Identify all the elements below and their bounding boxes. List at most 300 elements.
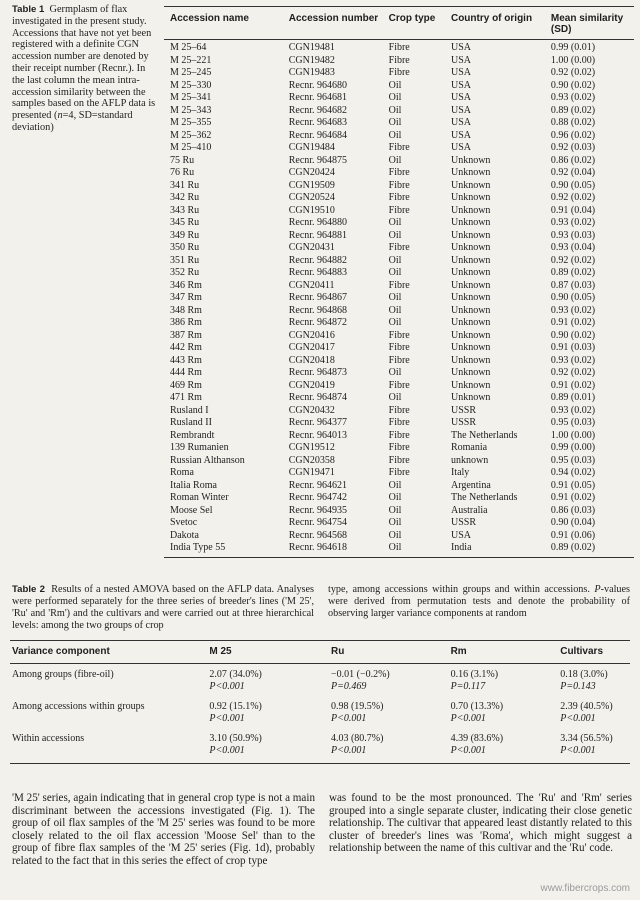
table1-cell: M 25–362 [170, 129, 212, 141]
table2-header-row [10, 641, 630, 664]
table1-cell: CGN20358 [288, 454, 335, 466]
table1-cell: Fibre [388, 279, 410, 291]
table2-p-value: P<0.001 [330, 744, 367, 756]
table1-cell: USSR [450, 417, 476, 428]
table1-cell: Oil [388, 367, 402, 378]
table1-row [164, 417, 634, 430]
table1-cell: Oil [388, 504, 402, 516]
table1-cell: Recnr. 964682 [288, 104, 348, 116]
table1-cell: M 25–64 [170, 42, 207, 53]
table1-cell: Unknown [450, 292, 491, 303]
table1-cell: USA [450, 42, 471, 53]
table1-cell: 0.93 (0.02) [550, 354, 596, 366]
table1-cell: 0.86 (0.02) [550, 154, 596, 166]
table1-cell: 0.90 (0.05) [550, 179, 596, 191]
table2-value-cell [451, 733, 561, 756]
table1-row [164, 92, 634, 105]
table1-cell: CGN19484 [288, 142, 335, 153]
table1-row [164, 142, 634, 155]
table1-cell: Fibre [388, 354, 410, 366]
table1-cell: CGN19510 [288, 204, 335, 216]
table1-cell: USA [450, 117, 471, 128]
table1-row [164, 292, 634, 305]
table1-row [164, 542, 634, 555]
table1-cell: Fibre [388, 242, 410, 253]
table1-cell: CGN19471 [288, 467, 335, 478]
table1-cell: 76 Ru [170, 167, 195, 178]
table1-row [164, 342, 634, 355]
table1-cell: 352 Ru [170, 267, 200, 278]
table1-cell: Oil [388, 79, 402, 91]
table1-header-cell: Mean similarity (SD) [550, 13, 624, 35]
table1-row [164, 392, 634, 405]
table2-header-cell: Ru [330, 646, 345, 657]
table1-row [164, 42, 634, 55]
table1-cell: 350 Ru [170, 242, 200, 253]
table1-cell: Fibre [388, 342, 410, 353]
table1-cell: CGN19483 [288, 67, 335, 78]
table1-cell: CGN20417 [288, 342, 335, 353]
table1-cell: CGN19509 [288, 179, 335, 191]
table1-cell: 0.93 (0.02) [550, 217, 596, 228]
table1-cell: India Type 55 [170, 542, 226, 553]
table1-row [164, 130, 634, 143]
table2-variance-value: 0.98 (19.5%) [330, 701, 384, 712]
table1-cell: 342 Ru [170, 192, 200, 203]
table1-row [164, 442, 634, 455]
table1-cell: Oil [388, 267, 402, 278]
article-body [12, 792, 632, 868]
table1-cell: Oil [388, 117, 402, 128]
table1-cell: Fibre [388, 454, 410, 466]
table2-label: Table 2 [12, 584, 45, 595]
table1-cell: 0.93 (0.03) [550, 229, 596, 241]
table1-cell: 0.91 (0.02) [550, 492, 596, 503]
table1-cell: Oil [388, 542, 402, 553]
table1-cell: Fibre [388, 167, 410, 178]
table1-cell: Fibre [388, 467, 410, 478]
table2-p-value: P<0.001 [560, 712, 596, 724]
table1-cell: Oil [388, 517, 402, 528]
table1-row [164, 80, 634, 93]
table1-cell: Roman Winter [170, 492, 229, 503]
table1-cell: 348 Rm [170, 304, 202, 316]
table1-row [164, 492, 634, 505]
table1-label: Table 1 [12, 4, 45, 15]
table2-variance-value: 3.34 (56.5%) [560, 733, 613, 744]
table1-header-cell: Accession number [288, 13, 379, 24]
table1-cell: Oil [388, 479, 402, 491]
table1-cell: 386 Rm [170, 317, 202, 328]
table1-cell: Recnr. 964874 [288, 392, 348, 403]
table1-cell: Fibre [388, 42, 410, 53]
table1-cell: Oil [388, 492, 402, 503]
table1-cell: Unknown [450, 267, 491, 278]
table1-cell: Romania [450, 442, 488, 453]
table1-cell: Recnr. 964880 [288, 217, 348, 228]
table1-cell: CGN20431 [288, 242, 335, 253]
table1-cell: Oil [388, 529, 402, 541]
table1-cell: Fibre [388, 379, 410, 391]
table1-header-cell: Crop type [388, 13, 436, 24]
table1-cell: Fibre [388, 404, 410, 416]
table1-cell: Fibre [388, 179, 410, 191]
table1-cell: Unknown [450, 254, 491, 266]
table1-cell: 0.93 (0.02) [550, 404, 596, 416]
table1-cell: Unknown [450, 179, 491, 191]
table2-caption-left [12, 584, 314, 632]
table2-variance-value: 2.39 (40.5%) [560, 701, 613, 712]
table2-header-cell: Rm [450, 646, 467, 657]
table2-value-cell [451, 669, 561, 692]
table2-bottom-rule [10, 763, 630, 764]
table2-value-cell [560, 669, 630, 692]
table1-cell: CGN20524 [288, 192, 335, 203]
table1-cell: Unknown [450, 317, 491, 328]
table1-cell: 0.89 (0.02) [550, 267, 596, 278]
table2-p-value: P<0.001 [450, 744, 486, 756]
table1-cell: USA [450, 529, 471, 541]
table1-cell: 0.99 (0.00) [550, 442, 596, 453]
table1-cell: Unknown [450, 242, 491, 253]
table1-cell: 0.91 (0.05) [550, 479, 596, 491]
table1-cell: Oil [388, 317, 402, 328]
table2-caption-text-right-b: -values were derived from permutation tests and denote the probability of observing larger variance components at random [328, 584, 630, 619]
table1-cell: 0.86 (0.03) [550, 504, 596, 516]
table1-cell: Rusland II [170, 417, 212, 428]
table2-component-cell: Among groups (fibre-oil) [12, 669, 114, 680]
table1-cell: 1.00 (0.00) [550, 54, 596, 66]
table1-cell: 139 Rumanien [170, 442, 229, 453]
table1-cell: Recnr. 964882 [288, 254, 348, 266]
table1-cell: Recnr. 964868 [288, 304, 348, 316]
table1-cell: M 25–221 [170, 54, 212, 66]
table2-p-value: P<0.001 [209, 680, 245, 692]
table1-row [164, 355, 634, 368]
table1-cell: CGN19482 [288, 54, 335, 66]
table1-row [164, 267, 634, 280]
table1-cell: Recnr. 964872 [288, 317, 348, 328]
table1-cell: 0.95 (0.03) [550, 417, 596, 428]
table1-cell: Oil [388, 304, 402, 316]
table1-row [164, 467, 634, 480]
table1-cell: 0.87 (0.03) [550, 279, 596, 291]
table1-cell: Recnr. 964742 [288, 492, 348, 503]
table1-cell: Fibre [388, 54, 410, 66]
table1-caption-open: ( [54, 110, 58, 122]
table1-cell: Recnr. 964568 [288, 529, 348, 541]
table1-header-cell: Country of origin [450, 13, 533, 24]
table2-value-cell [209, 701, 331, 724]
table1-cell: 0.93 (0.02) [550, 304, 596, 316]
table1-cell: USA [450, 79, 471, 91]
table1-row [164, 317, 634, 330]
table1-cell: Oil [388, 217, 402, 228]
table1-cell: Unknown [450, 204, 491, 216]
table1-cell: Recnr. 964621 [288, 479, 348, 491]
table1-cell: 0.90 (0.04) [550, 517, 596, 528]
table2-row [10, 664, 630, 696]
table2-variance-value: 2.07 (34.0%) [209, 669, 262, 680]
table2-value-cell [209, 669, 331, 692]
table1-row [164, 330, 634, 343]
table1-cell: Unknown [450, 329, 491, 341]
table1-cell: 0.92 (0.03) [550, 142, 596, 153]
table1-cell: Fibre [388, 417, 410, 428]
table1-row [164, 67, 634, 80]
table1-row [164, 380, 634, 393]
table1-cell: M 25–355 [170, 117, 212, 128]
table1-row [164, 480, 634, 493]
table1-cell: USA [450, 67, 471, 78]
table2-variance-value: 4.03 (80.7%) [330, 733, 384, 744]
table1-cell: India [450, 542, 472, 553]
table2-variance-value: 0.70 (13.3%) [450, 701, 504, 712]
table1-row [164, 455, 634, 468]
table2-caption-text-left: Results of a nested AMOVA based on the AFLP data. Analyses were performed separately for the three series of breeder's lines ('M 25', 'Ru' and 'Rm') and the cultivars and were carried out at three hierarchical levels: among the two groups of crop [12, 584, 314, 631]
table1-cell: 0.91 (0.02) [550, 317, 596, 328]
table1-cell: 0.88 (0.02) [550, 117, 596, 128]
table2-variance-value: 4.39 (83.6%) [450, 733, 504, 744]
table2-row [10, 728, 630, 760]
table1-cell: The Netherlands [450, 429, 518, 441]
table1-cell: 471 Rm [170, 392, 202, 403]
table1-cell: 0.92 (0.02) [550, 254, 596, 266]
table2-body [10, 664, 630, 760]
table2-component-cell: Within accessions [12, 733, 85, 744]
table1-cell: Oil [388, 229, 402, 241]
table1-cell: 387 Rm [170, 329, 202, 341]
table1-cell: Argentina [450, 479, 491, 491]
table1-caption [12, 4, 158, 134]
table1-cell: Unknown [450, 354, 491, 366]
table1-row [164, 242, 634, 255]
table1 [164, 6, 634, 558]
table1-cell: Recnr. 964684 [288, 129, 348, 141]
table1-cell: Russian Althanson [170, 454, 245, 466]
table1-bottom-rule [164, 557, 634, 558]
table1-cell: CGN20411 [288, 279, 335, 291]
table2-value-cell [451, 701, 561, 724]
table1-header-row [164, 7, 634, 40]
table1-row [164, 280, 634, 293]
table2-p-value: P<0.001 [330, 712, 367, 724]
table1-cell: CGN20418 [288, 354, 335, 366]
table1-cell: 351 Ru [170, 254, 200, 266]
table1-cell: 0.99 (0.01) [550, 42, 596, 53]
table1-cell: Recnr. 964377 [288, 417, 348, 428]
table1-row [164, 405, 634, 418]
table2-p-value: P<0.001 [209, 712, 245, 724]
table1-cell: Unknown [450, 342, 491, 353]
table2-value-cell [209, 733, 331, 756]
table1-cell: 0.94 (0.02) [550, 467, 596, 478]
table1-cell: 442 Rm [170, 342, 202, 353]
table1-cell: USSR [450, 517, 476, 528]
table2-p-value: P<0.001 [209, 744, 245, 756]
table1-cell: Oil [388, 154, 402, 166]
table1-cell: Recnr. 964013 [288, 429, 348, 441]
table1-cell: 1.00 (0.00) [550, 429, 596, 441]
table1-cell: 0.91 (0.06) [550, 529, 596, 541]
table1-row [164, 517, 634, 530]
table1-cell: 0.92 (0.04) [550, 167, 596, 178]
table1-row [164, 430, 634, 443]
table1-cell: 341 Ru [170, 179, 200, 191]
table1-cell: Recnr. 964683 [288, 117, 348, 128]
table2-component-cell: Among accessions within groups [12, 701, 145, 712]
table1-cell: Oil [388, 392, 402, 403]
table1-row [164, 167, 634, 180]
table1-cell: Italia Roma [170, 479, 217, 491]
table1-cell: Unknown [450, 304, 491, 316]
table1-cell: Recnr. 964680 [288, 79, 348, 91]
table1-cell: 0.89 (0.02) [550, 104, 596, 116]
table2-variance-value: 3.10 (50.9%) [209, 733, 262, 744]
table1-cell: Oil [388, 104, 402, 116]
table1-cell: 0.90 (0.05) [550, 292, 596, 303]
table1-cell: Unknown [450, 279, 491, 291]
table1-cell: Australia [450, 504, 488, 516]
table2-value-cell [331, 733, 451, 756]
table1-cell: Unknown [450, 154, 491, 166]
table1-row [164, 255, 634, 268]
table1-cell: Unknown [450, 379, 491, 391]
table1-cell: M 25–341 [170, 92, 212, 103]
table2-p-value: P<0.001 [560, 744, 596, 756]
table1-cell: Recnr. 964935 [288, 504, 348, 516]
table1-cell: Fibre [388, 429, 410, 441]
table2-value-cell [560, 701, 630, 724]
table2-value-cell [331, 669, 451, 692]
table1-cell: unknown [450, 454, 489, 466]
table2-variance-value: 0.18 (3.0%) [560, 669, 608, 680]
table1-cell: USSR [450, 404, 476, 416]
table1-cell: 0.92 (0.02) [550, 367, 596, 378]
table1-cell: 0.96 (0.02) [550, 129, 596, 141]
table1-cell: 345 Ru [170, 217, 200, 228]
table1-row [164, 230, 634, 243]
table1-cell: Fibre [388, 67, 410, 78]
table1-row [164, 217, 634, 230]
table2-row [10, 696, 630, 728]
table1-cell: CGN20424 [288, 167, 335, 178]
table2-value-cell [560, 733, 630, 756]
table1-cell: 0.91 (0.04) [550, 204, 596, 216]
table1-cell: Fibre [388, 192, 410, 203]
table2-caption [12, 584, 630, 632]
body-column-left: 'M 25' series, again indicating that in general crop type is not a main discriminant between the accessions investigated (Fig. 1). The group of oil flax samples of the 'M 25' series was found to be more closely related to the oil flax accession 'Moose Sel' than to the group of fibre flax samples of the 'M 25' series (Fig. 1d), probably related to the fact that in this series the effect of crop type [12, 792, 315, 867]
table1-cell: USA [450, 54, 471, 66]
table1-cell: 343 Ru [170, 204, 200, 216]
table1-row [164, 367, 634, 380]
table1-row [164, 105, 634, 118]
table1-body [164, 40, 634, 555]
table2-header-cell: M 25 [209, 646, 232, 657]
table1-cell: Oil [388, 254, 402, 266]
table1-cell: CGN19512 [288, 442, 335, 453]
table1-cell: Fibre [388, 142, 410, 153]
table2-p-value: P=0.117 [450, 680, 486, 692]
table1-cell: Unknown [450, 192, 491, 203]
table1-cell: USA [450, 92, 471, 103]
table1-cell: M 25–330 [170, 79, 212, 91]
table1-cell: 444 Rm [170, 367, 202, 378]
table1-cell: 0.95 (0.03) [550, 454, 596, 466]
table1-cell: 0.91 (0.03) [550, 342, 596, 353]
table1-cell: Recnr. 964681 [288, 92, 348, 103]
table1-cell: 0.90 (0.02) [550, 329, 596, 341]
table1-cell: Recnr. 964867 [288, 292, 348, 303]
body-column-right: was found to be the most pronounced. The 'Ru' and 'Rm' series grouped into a single separate cluster, indicating their close genetic relationship. The cultivar that appeared least distantly related to this cluster of breeder's lines was 'Roma', which might suggest a relationship between the name of this cultivar and the 'Ru' code. [329, 792, 632, 855]
table1-cell: 346 Rm [170, 279, 202, 291]
table1-cell: Recnr. 964618 [288, 542, 348, 553]
table1-cell: 0.89 (0.02) [550, 542, 596, 553]
table1-cell: Roma [170, 467, 194, 478]
table2-p-value: P<0.001 [450, 712, 486, 724]
table1-row [164, 155, 634, 168]
table1-cell: Fibre [388, 204, 410, 216]
table1-cell: Rembrandt [170, 429, 215, 441]
table1-cell: Oil [388, 129, 402, 141]
table1-cell: Unknown [450, 217, 491, 228]
table1-cell: Unknown [450, 167, 491, 178]
table1-row [164, 117, 634, 130]
watermark-text: www.fibercrops.com [540, 883, 630, 894]
table1-cell: 349 Ru [170, 229, 200, 241]
table2-header-cell: Variance component [12, 646, 110, 657]
table1-cell: Dakota [170, 529, 199, 541]
table1-cell: CGN19481 [288, 42, 335, 53]
table1-cell: M 25–410 [170, 142, 212, 153]
table1-row [164, 305, 634, 318]
table2-p-value: P=0.143 [560, 680, 596, 692]
table1-caption-note: =4, SD=standard deviation) [12, 110, 133, 133]
table1-cell: 75 Ru [170, 154, 195, 166]
table2-p-value: P=0.469 [330, 680, 367, 692]
table1-cell: Oil [388, 92, 402, 103]
table1-row [164, 205, 634, 218]
table2 [10, 640, 630, 764]
table1-cell: 0.89 (0.01) [550, 392, 596, 403]
table1-cell: 0.93 (0.04) [550, 242, 596, 253]
table2-header-cell: Cultivars [560, 646, 604, 657]
table1-cell: M 25–245 [170, 67, 212, 78]
table1-cell: USA [450, 104, 471, 116]
table1-cell: The Netherlands [450, 492, 518, 503]
table1-cell: Svetoc [170, 517, 198, 528]
table1-cell: Recnr. 964873 [288, 367, 348, 378]
table1-row [164, 505, 634, 518]
table1-cell: 0.92 (0.02) [550, 192, 596, 203]
table1-cell: 0.91 (0.02) [550, 379, 596, 391]
table1-cell: Fibre [388, 442, 410, 453]
table1-cell: Unknown [450, 367, 491, 378]
table1-cell: CGN20416 [288, 329, 335, 341]
table1-cell: 0.93 (0.02) [550, 92, 596, 103]
table1-cell: 0.92 (0.02) [550, 67, 596, 78]
table1-cell: Recnr. 964875 [288, 154, 348, 166]
table1-row [164, 55, 634, 68]
table1-cell: Unknown [450, 392, 491, 403]
table2-caption-text-right-a: type, among accessions within groups and within accessions. [328, 584, 590, 595]
table1-cell: Recnr. 964754 [288, 517, 348, 528]
table1-header-cell: Accession name [170, 13, 249, 24]
table2-variance-value: 0.16 (3.1%) [450, 669, 499, 680]
table1-cell: Rusland I [170, 404, 209, 416]
table1-cell: Moose Sel [170, 504, 213, 516]
table1-row [164, 192, 634, 205]
